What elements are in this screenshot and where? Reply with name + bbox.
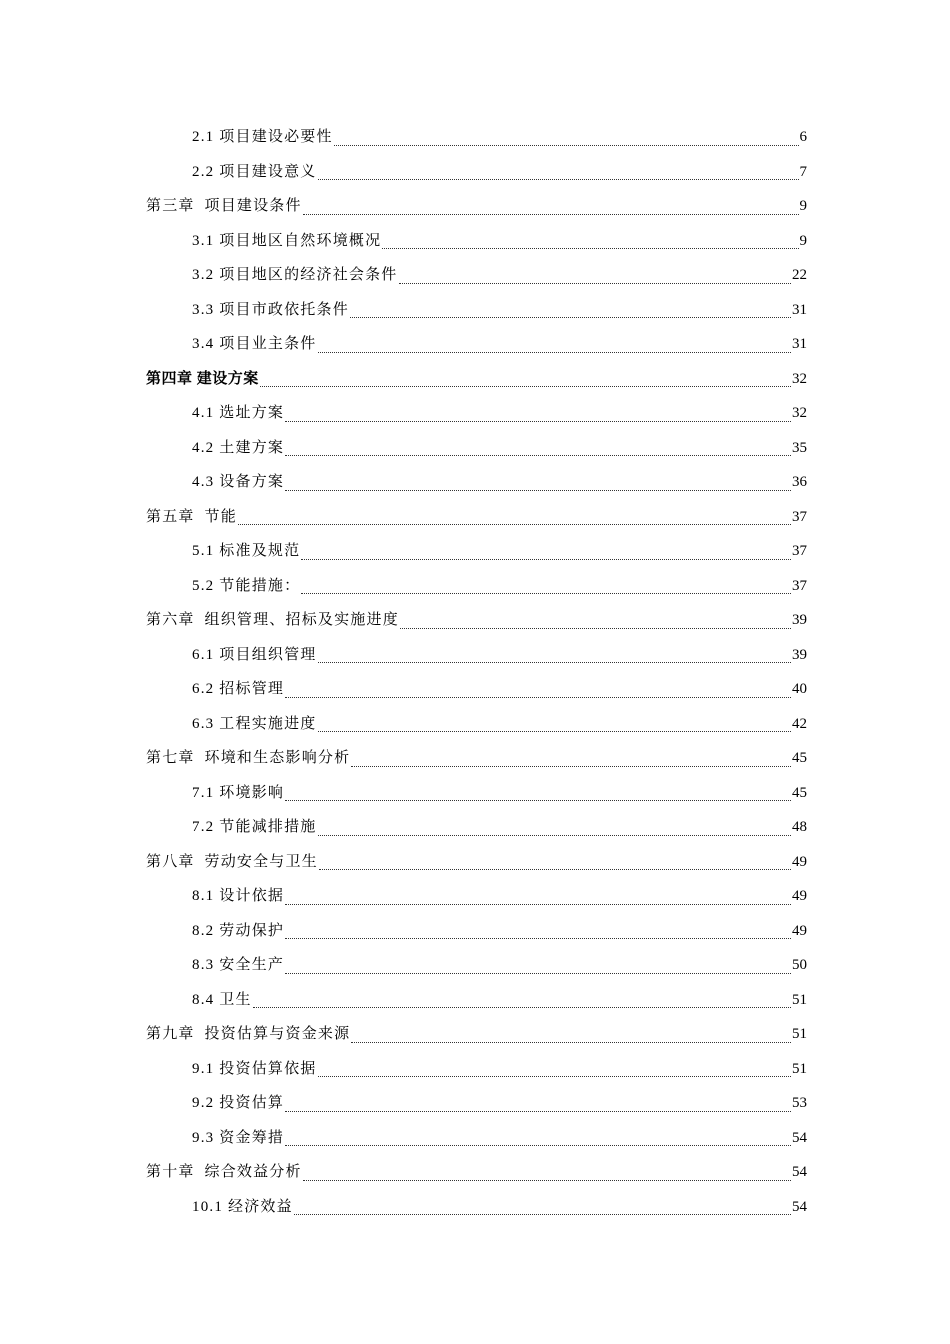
toc-page-number: 32 xyxy=(792,405,807,422)
toc-entry-chapter[interactable] xyxy=(146,741,807,776)
toc-dot-leader xyxy=(319,869,791,870)
toc-entry-section[interactable] xyxy=(192,983,807,1018)
toc-entry-label: 第九章 投资估算与资金来源 xyxy=(146,1026,351,1043)
toc-page-number: 40 xyxy=(792,681,807,698)
toc-page-number: 54 xyxy=(792,1129,807,1146)
toc-dot-leader xyxy=(285,904,791,905)
toc-page-number: 49 xyxy=(792,922,807,939)
toc-page-number: 31 xyxy=(792,301,807,318)
toc-entry-chapter[interactable] xyxy=(146,845,807,880)
toc-entry-section[interactable] xyxy=(192,569,807,604)
toc-entry-section[interactable] xyxy=(192,1190,807,1225)
toc-entry-chapter[interactable] xyxy=(146,1155,807,1190)
toc-entry-label: 8.4 卫生 xyxy=(192,991,252,1008)
toc-dot-leader xyxy=(285,697,791,698)
toc-entry-label: 6.2 招标管理 xyxy=(192,681,285,698)
toc-page-number: 50 xyxy=(792,957,807,974)
toc-entry-section[interactable] xyxy=(192,396,807,431)
toc-entry-label: 3.1 项目地区自然环境概况 xyxy=(192,232,382,249)
toc-entry-section[interactable] xyxy=(192,672,807,707)
toc-page-number: 51 xyxy=(792,991,807,1008)
toc-entry-section[interactable] xyxy=(192,1121,807,1156)
toc-entry-label: 5.2 节能措施： xyxy=(192,577,301,594)
toc-entry-section[interactable] xyxy=(192,1052,807,1087)
toc-entry-label: 10.1 经济效益 xyxy=(192,1198,293,1215)
toc-dot-leader xyxy=(285,1111,791,1112)
toc-dot-leader xyxy=(285,938,791,939)
toc-dot-leader xyxy=(294,1214,791,1215)
toc-dot-leader xyxy=(285,490,791,491)
toc-entry-label: 第三章 项目建设条件 xyxy=(146,198,302,215)
toc-entry-label: 4.2 土建方案 xyxy=(192,439,285,456)
toc-dot-leader xyxy=(318,731,791,732)
toc-page-number: 37 xyxy=(792,577,807,594)
toc-entry-label: 9.2 投资估算 xyxy=(192,1095,285,1112)
toc-dot-leader xyxy=(285,421,791,422)
toc-page-number: 39 xyxy=(792,612,807,629)
toc-entry-label: 6.3 工程实施进度 xyxy=(192,715,317,732)
toc-page-number: 54 xyxy=(792,1164,807,1181)
toc-page-number: 49 xyxy=(792,853,807,870)
toc-dot-leader xyxy=(260,386,791,387)
toc-entry-section[interactable] xyxy=(192,155,807,190)
toc-page-number: 9 xyxy=(799,232,807,249)
toc-entry-label: 5.1 标准及规范 xyxy=(192,543,301,560)
toc-entry-label: 第五章 节能 xyxy=(146,508,237,525)
toc-dot-leader xyxy=(285,1145,791,1146)
toc-dot-leader xyxy=(382,248,798,249)
toc-entry-label: 第四章 建设方案 xyxy=(146,370,259,387)
toc-entry-section[interactable] xyxy=(192,224,807,259)
toc-dot-leader xyxy=(399,283,791,284)
toc-dot-leader xyxy=(318,662,791,663)
toc-dot-leader xyxy=(303,1180,791,1181)
toc-entry-label: 7.2 节能减排措施 xyxy=(192,819,317,836)
toc-dot-leader xyxy=(318,179,799,180)
toc-entry-chapter[interactable] xyxy=(146,189,807,224)
toc-entry-label: 第八章 劳动安全与卫生 xyxy=(146,853,318,870)
toc-dot-leader xyxy=(334,145,799,146)
toc-page-number: 22 xyxy=(792,267,807,284)
toc-entry-label: 8.3 安全生产 xyxy=(192,957,285,974)
toc-entry-section[interactable] xyxy=(192,776,807,811)
toc-entry-label: 8.2 劳动保护 xyxy=(192,922,285,939)
toc-entry-label: 6.1 项目组织管理 xyxy=(192,646,317,663)
toc-page-number: 51 xyxy=(792,1026,807,1043)
toc-entry-section[interactable] xyxy=(192,120,807,155)
toc-dot-leader xyxy=(253,1007,791,1008)
toc-entry-chapter[interactable] xyxy=(146,500,807,535)
toc-page-number: 31 xyxy=(792,336,807,353)
toc-dot-leader xyxy=(285,973,791,974)
toc-page-number: 49 xyxy=(792,888,807,905)
toc-page-number: 45 xyxy=(792,750,807,767)
toc-page-number: 37 xyxy=(792,508,807,525)
toc-entry-label: 2.1 项目建设必要性 xyxy=(192,129,333,146)
toc-entry-label: 4.3 设备方案 xyxy=(192,474,285,491)
toc-dot-leader xyxy=(238,524,791,525)
toc-dot-leader xyxy=(285,455,791,456)
toc-page-number: 42 xyxy=(792,715,807,732)
toc-page-number: 6 xyxy=(799,129,807,146)
toc-page-number: 36 xyxy=(792,474,807,491)
toc-dot-leader xyxy=(285,800,791,801)
toc-dot-leader xyxy=(303,214,799,215)
toc-page-number: 32 xyxy=(792,370,807,387)
toc-entry-label: 4.1 选址方案 xyxy=(192,405,285,422)
toc-entry-section[interactable] xyxy=(192,465,807,500)
toc-entry-chapter[interactable] xyxy=(146,362,807,397)
toc-dot-leader xyxy=(400,628,791,629)
toc-entry-label: 7.1 环境影响 xyxy=(192,784,285,801)
toc-page-number: 37 xyxy=(792,543,807,560)
toc-entry-label: 3.4 项目业主条件 xyxy=(192,336,317,353)
toc-entry-label: 第十章 综合效益分析 xyxy=(146,1164,302,1181)
toc-entry-section[interactable] xyxy=(192,327,807,362)
toc-entry-section[interactable] xyxy=(192,293,807,328)
toc-entry-label: 9.1 投资估算依据 xyxy=(192,1060,317,1077)
toc-page-number: 48 xyxy=(792,819,807,836)
toc-dot-leader xyxy=(318,835,791,836)
toc-entry-chapter[interactable] xyxy=(146,1017,807,1052)
toc-page-number: 54 xyxy=(792,1198,807,1215)
toc-entry-section[interactable] xyxy=(192,707,807,742)
toc-entry-label: 3.2 项目地区的经济社会条件 xyxy=(192,267,398,284)
toc-entry-label: 9.3 资金筹措 xyxy=(192,1129,285,1146)
toc-dot-leader xyxy=(318,352,791,353)
toc-entry-section[interactable] xyxy=(192,914,807,949)
toc-dot-leader xyxy=(350,317,791,318)
toc-dot-leader xyxy=(351,1042,791,1043)
toc-entry-section[interactable] xyxy=(192,879,807,914)
toc-entry-section[interactable] xyxy=(192,948,807,983)
toc-entry-section[interactable] xyxy=(192,258,807,293)
toc-entry-label: 8.1 设计依据 xyxy=(192,888,285,905)
toc-dot-leader xyxy=(301,559,791,560)
toc-entry-chapter[interactable] xyxy=(146,603,807,638)
toc-entry-label: 第七章 环境和生态影响分析 xyxy=(146,750,351,767)
toc-page-number: 53 xyxy=(792,1095,807,1112)
toc-entry-section[interactable] xyxy=(192,1086,807,1121)
toc-entry-label: 2.2 项目建设意义 xyxy=(192,163,317,180)
toc-entry-section[interactable] xyxy=(192,810,807,845)
toc-dot-leader xyxy=(318,1076,791,1077)
toc-entry-label: 3.3 项目市政依托条件 xyxy=(192,301,349,318)
toc-page-number: 7 xyxy=(799,163,807,180)
toc-dot-leader xyxy=(351,766,791,767)
toc-page-number: 9 xyxy=(799,198,807,215)
toc-dot-leader xyxy=(301,593,791,594)
toc-entry-section[interactable] xyxy=(192,638,807,673)
toc-entry-section[interactable] xyxy=(192,431,807,466)
toc-page-number: 35 xyxy=(792,439,807,456)
toc-page-number: 45 xyxy=(792,784,807,801)
toc-page-number: 51 xyxy=(792,1060,807,1077)
toc-entry-label: 第六章 组织管理、招标及实施进度 xyxy=(146,612,399,629)
toc-entry-section[interactable] xyxy=(192,534,807,569)
toc-page-number: 39 xyxy=(792,646,807,663)
